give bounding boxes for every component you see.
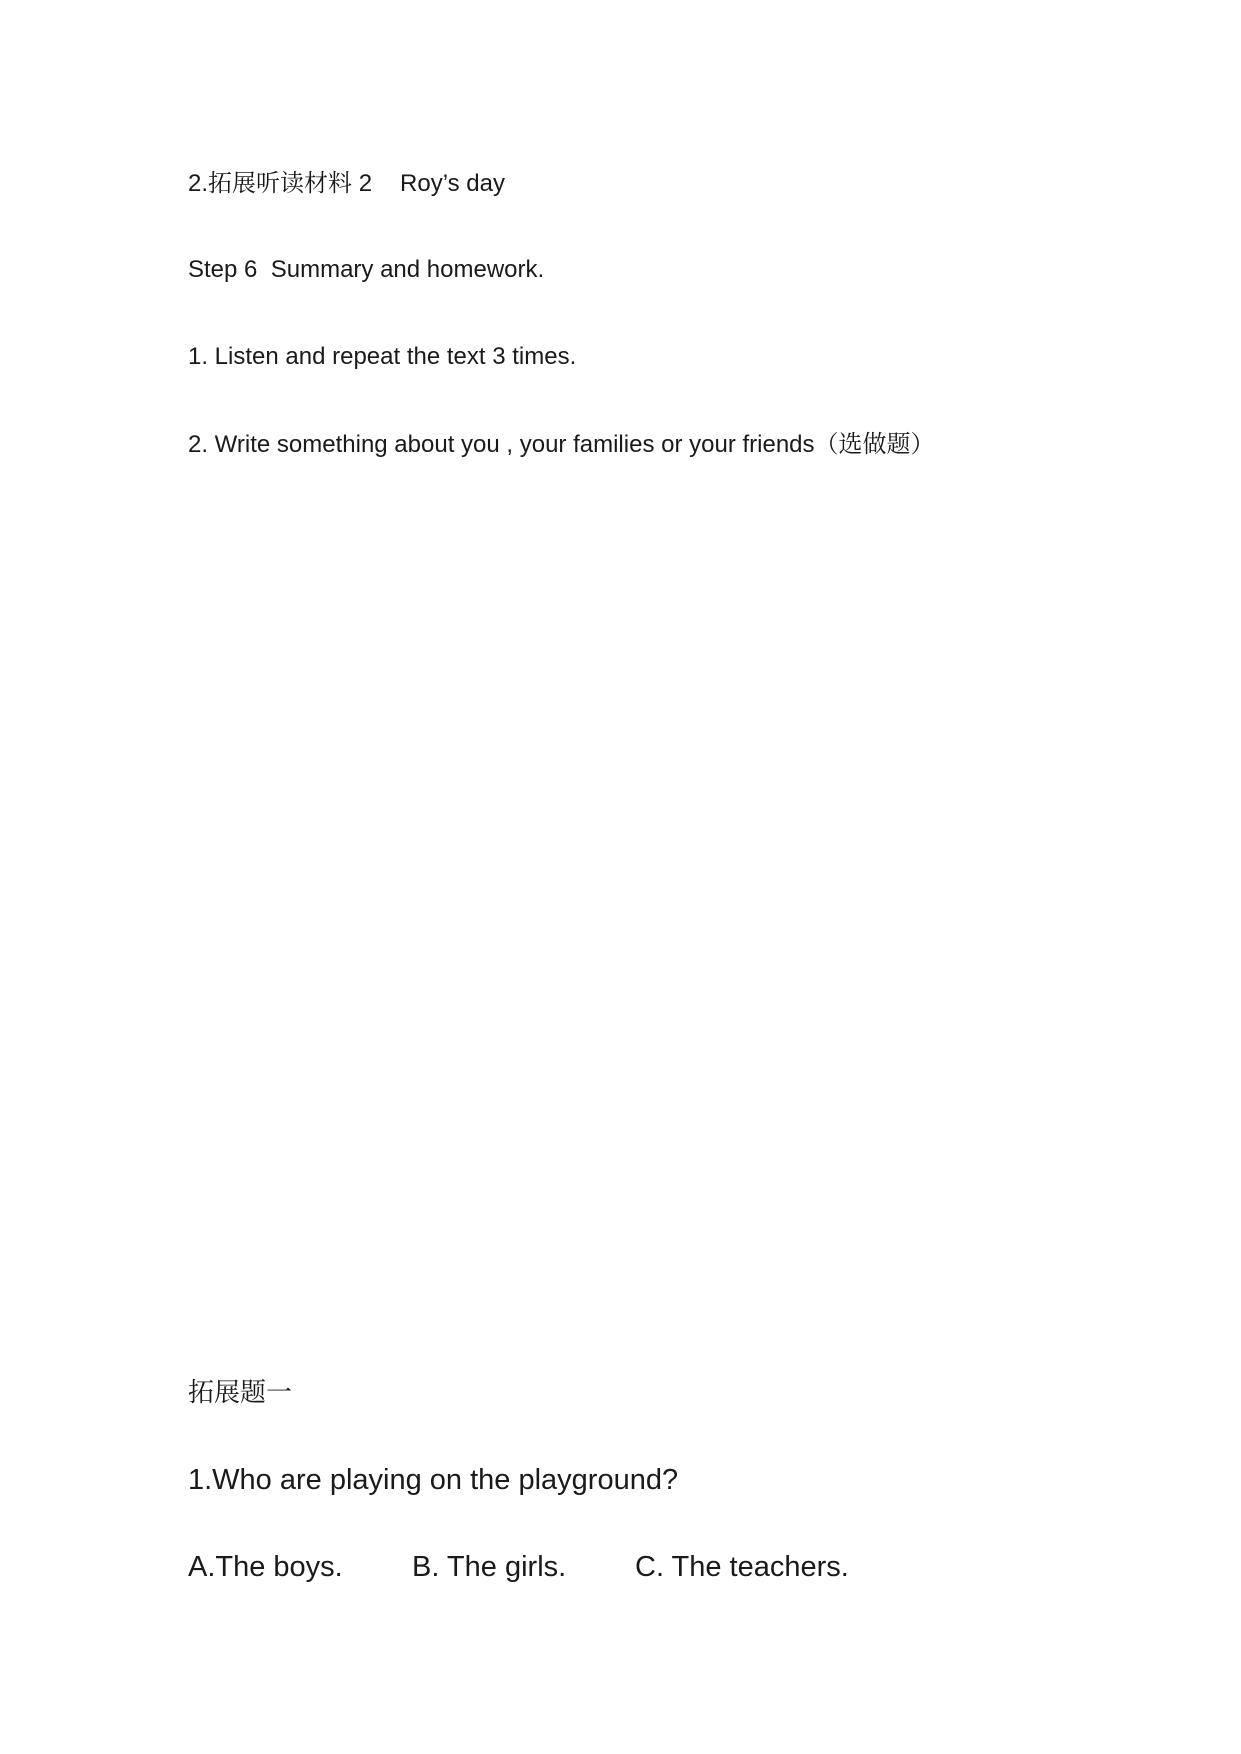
homework-item-1: 1. Listen and repeat the text 3 times. [188, 343, 577, 370]
optional-note-cn: （选做题） [814, 430, 935, 458]
section-heading: 拓展题一 [188, 1378, 293, 1408]
option-a: A.The boys. [188, 1551, 343, 1583]
question-1: 1.Who are playing on the playground? [188, 1464, 679, 1496]
item-prefix: 2. [188, 170, 209, 197]
step-heading: Step 6 Summary and homework. [188, 256, 545, 283]
option-b: B. The girls. [412, 1551, 567, 1583]
option-c: C. The teachers. [635, 1551, 849, 1583]
material-number: 2 [358, 170, 373, 197]
material-label-cn: 拓展听读材料 [208, 169, 353, 197]
homework-item-2 [188, 429, 935, 460]
material-title: Roy’s day [400, 170, 505, 197]
extended-listening-material-line [188, 168, 505, 199]
homework-item-2-text: 2. Write something about you , your families or your friends [188, 431, 815, 458]
